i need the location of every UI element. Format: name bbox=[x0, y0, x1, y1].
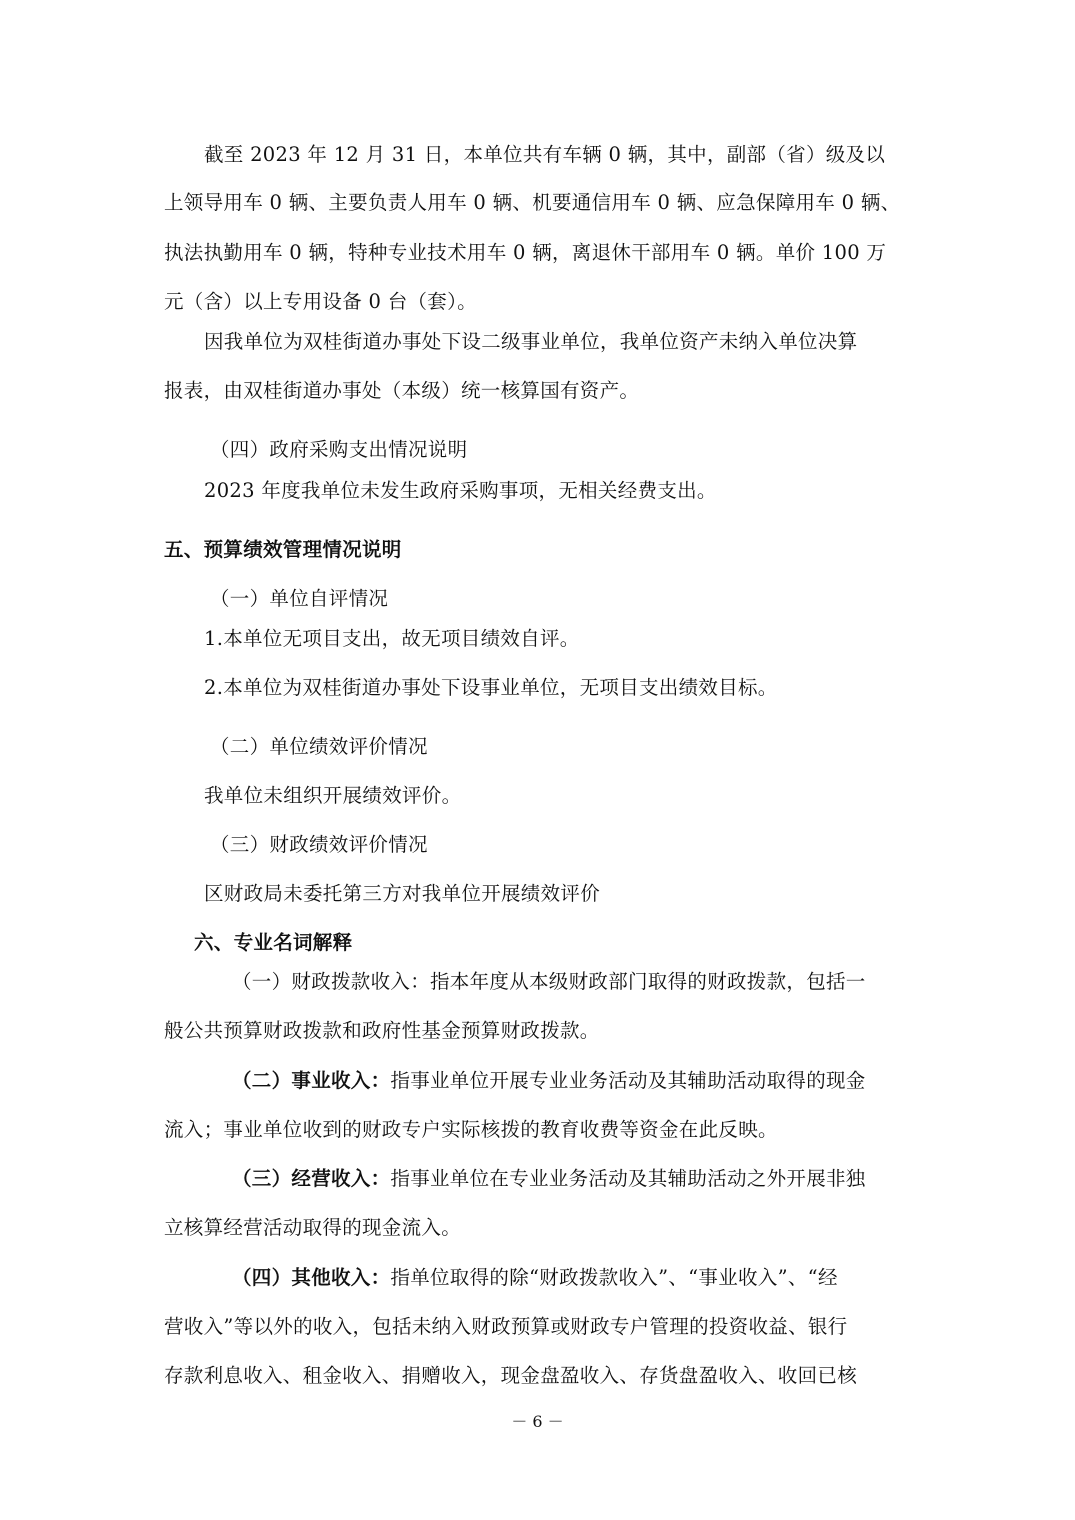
subsection-unit-eval-heading: （二）单位绩效评价情况 bbox=[210, 735, 428, 758]
section-procurement-text: 2023 年度我单位未发生政府采购事项，无相关经费支出。 bbox=[204, 479, 717, 502]
subsection-finance-eval-heading: （三）财政绩效评价情况 bbox=[210, 833, 428, 856]
paragraph-vehicles-line-1: 截至 2023 年 12 月 31 日，本单位共有车辆 0 辆，其中，副部（省）级及以 bbox=[204, 143, 886, 166]
definition-fiscal-line-1: （一）财政拨款收入：指本年度从本级财政部门取得的财政拨款，包括一 bbox=[232, 970, 866, 993]
section-procurement-heading: （四）政府采购支出情况说明 bbox=[210, 438, 468, 461]
definition-other-line-2: 营收入”等以外的收入，包括未纳入财政预算或财政专户管理的投资收益、银行 bbox=[164, 1315, 848, 1338]
section-six-heading: 六、专业名词解释 bbox=[194, 931, 353, 954]
definition-operating-term: （三）经营收入： bbox=[232, 1167, 391, 1190]
definition-other-line-1 bbox=[232, 1264, 838, 1292]
definition-other-line-3: 存款利息收入、租金收入、捐赠收入，现金盘盈收入、存货盘盈收入、收回已核 bbox=[164, 1364, 858, 1387]
paragraph-vehicles-line-3: 执法执勤用车 0 辆，特种专业技术用车 0 辆，离退休干部用车 0 辆。单价 100 万 bbox=[164, 241, 887, 264]
self-eval-item-2: 2.本单位为双桂街道办事处下设事业单位，无项目支出绩效目标。 bbox=[204, 676, 778, 699]
finance-eval-text: 区财政局未委托第三方对我单位开展绩效评价 bbox=[204, 882, 601, 905]
paragraph-vehicles-line-2: 上领导用车 0 辆、主要负责人用车 0 辆、机要通信用车 0 辆、应急保障用车 0 辆、 bbox=[164, 191, 901, 214]
definition-business-term: （二）事业收入： bbox=[232, 1069, 391, 1092]
subsection-self-eval-heading: （一）单位自评情况 bbox=[210, 587, 389, 610]
page-number: － 6 － bbox=[511, 1412, 564, 1431]
definition-other-term: （四）其他收入： bbox=[232, 1266, 391, 1289]
definition-other-text: 指单位取得的除“财政拨款收入”、“事业收入”、“经 bbox=[390, 1266, 838, 1289]
definition-business-line-1 bbox=[232, 1067, 866, 1095]
paragraph-assets-line-1: 因我单位为双桂街道办事处下设二级事业单位，我单位资产未纳入单位决算 bbox=[204, 330, 858, 353]
definition-operating-line-1 bbox=[232, 1165, 866, 1193]
definition-fiscal-line-2: 般公共预算财政拨款和政府性基金预算财政拨款。 bbox=[164, 1019, 600, 1042]
definition-business-line-2: 流入；事业单位收到的财政专户实际核拨的教育收费等资金在此反映。 bbox=[164, 1118, 778, 1141]
unit-eval-text: 我单位未组织开展绩效评价。 bbox=[204, 784, 462, 807]
paragraph-vehicles-line-4: 元（含）以上专用设备 0 台（套）。 bbox=[164, 290, 477, 313]
definition-business-text: 指事业单位开展专业业务活动及其辅助活动取得的现金 bbox=[390, 1069, 866, 1092]
self-eval-item-1: 1.本单位无项目支出，故无项目绩效自评。 bbox=[204, 627, 580, 650]
paragraph-assets-line-2: 报表，由双桂街道办事处（本级）统一核算国有资产。 bbox=[164, 379, 640, 402]
definition-operating-line-2: 立核算经营活动取得的现金流入。 bbox=[164, 1216, 462, 1239]
definition-operating-text: 指事业单位在专业业务活动及其辅助活动之外开展非独 bbox=[390, 1167, 866, 1190]
section-five-heading: 五、预算绩效管理情况说明 bbox=[164, 538, 402, 561]
